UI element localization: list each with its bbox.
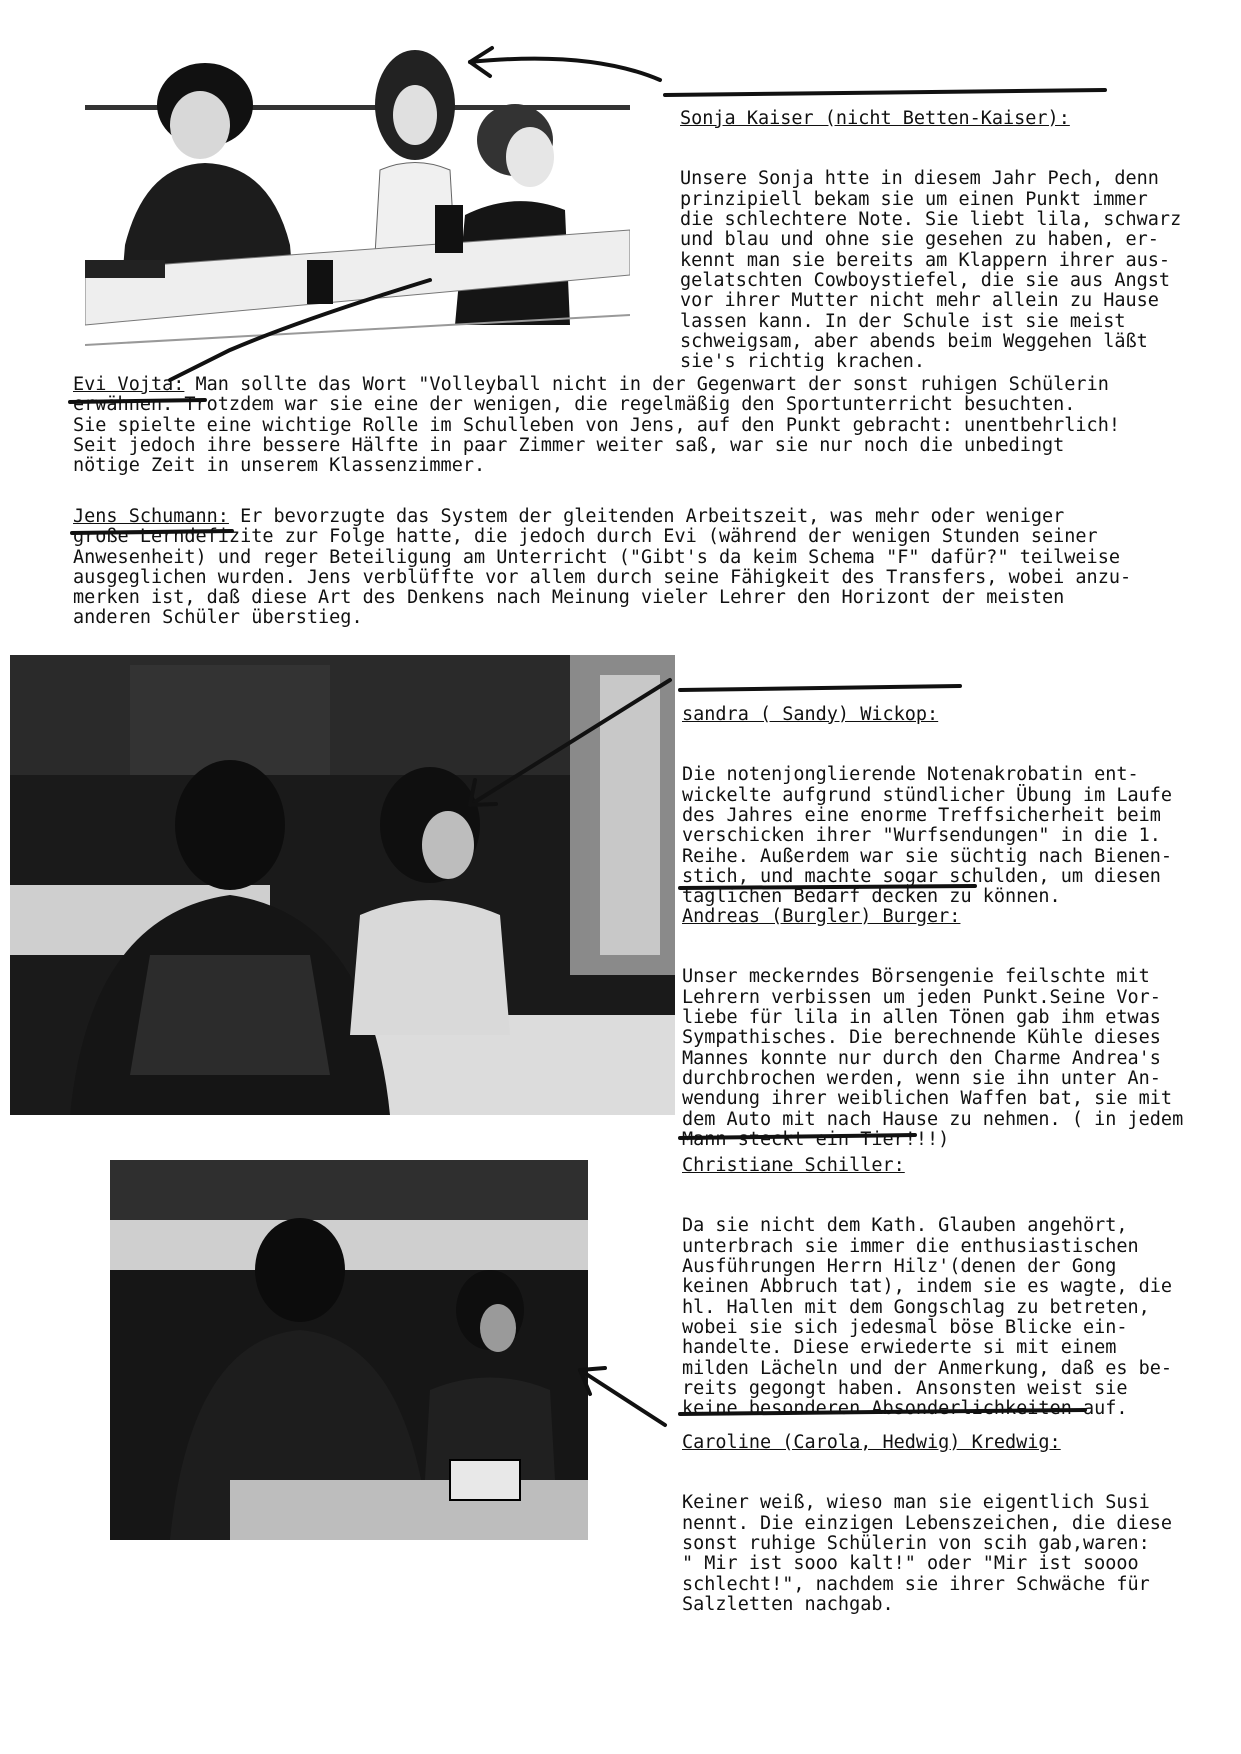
entry-title: Caroline (Carola, Hedwig) Kredwig: bbox=[682, 1431, 1061, 1453]
entry-text: Man sollte das Wort "Volleyball nicht in der Gegenwart der sonst ruhigen Schülerin erwähnen. Trotzdem war sie eine der wenigen, die regelmäßig den Sportunterricht besuchten. Sie spielte eine wichtige Rolle im Schulleben von Jens, auf den Punkt gebracht: unentbehrlich! Seit jedoch ihre bessere Hälfte in paar Zimmer weiter saß, war sie nur noch die unbedingt nötige Zeit in unserem Klassenzimmer. bbox=[73, 374, 1120, 477]
entry-caroline bbox=[682, 1392, 1172, 1636]
entry-title: Sonja Kaiser (nicht Betten-Kaiser): bbox=[680, 107, 1070, 129]
entry-text: Da sie nicht dem Kath. Glauben angehört, unterbrach sie immer die enthusiastischen Ausführungen Herrn Hilz'(denen der Gong keinen Abbruch tat), indem sie es wagte, die hl. Hallen mit dem Gongschlag zu betreten, wobei sie sich jedesmal böse Blicke ein- handelte. Diese erwiederte si mit einem milden Lächeln und der Anmerkung, daß es be- reits gegongt haben. Ansonsten weist sie keine besonderen Absonderlichkeiten auf. bbox=[682, 1215, 1173, 1420]
entry-text: Die notenjonglierende Notenakrobatin ent- wickelte aufgrund stündlicher Übung im Laufe des Jahres eine enorme Treffsicherheit beim verschicken ihrer "Wurfsendungen" in die 1. Reihe. Außerdem war sie süchtig nach Bienen- stich, und machte sogar schulden, um diesen täglichen Bedarf decken zu können. bbox=[682, 764, 1173, 908]
arrow-icon bbox=[470, 680, 670, 805]
entry-sonja bbox=[680, 68, 1181, 393]
arrow-icon bbox=[470, 59, 660, 80]
entry-title: Andreas (Burgler) Burger: bbox=[682, 905, 961, 927]
entry-evi bbox=[73, 375, 1120, 476]
entry-title: Christiane Schiller: bbox=[682, 1154, 905, 1176]
entry-text: Er bevorzugte das System der gleitenden Arbeitszeit, was mehr oder weniger große Lerndefizite zur Folge hatte, die jedoch durch Evi (während der wenigen Stunden seiner Anwesenheit) und reger Beteiligung am Unterricht ("Gibt's da keim Schema "F" dafür?" teilweise ausgeglichen wurden. Jens verblüffte vor allem durch seine Fähigkeit des Transfers, wobei anzu- merken ist, daß diese Art des Denkens nach Meinung vieler Lehrer den Horizont der meisten anderen Schüler überstieg. bbox=[73, 506, 1132, 629]
entry-jens bbox=[73, 507, 1131, 629]
arrow-icon bbox=[580, 1370, 665, 1425]
entry-text: Keiner weiß, wieso man sie eigentlich Susi nennt. Die einzigen Lebenszeichen, die diese sonst ruhige Schülerin von scih gab,waren: " Mir ist sooo kalt!" oder "Mir ist soooo schlecht!", nachdem sie ihrer Schwäche für Salzletten nachgab. bbox=[682, 1492, 1173, 1615]
entry-title: sandra ( Sandy) Wickop: bbox=[682, 703, 939, 725]
entry-title: Jens Schumann: bbox=[73, 506, 229, 527]
entry-title: Evi Vojta: bbox=[73, 374, 185, 395]
entry-text: Unser meckerndes Börsengenie feilschte mit Lehrern verbissen um jeden Punkt.Seine Vor- liebe für lila in allen Tönen gab ihm etwas Sympathisches. Die berechnende Kühle dieses Mannes konnte nur durch den Charme Andrea's durchbrochen werden, wenn sie ihn unter An- wendung ihrer weiblichen Waffen bat, sie mit dem Auto mit nach Hause zu nehmen. ( in jedem Mann steckt ein Tier!!!) bbox=[682, 966, 1184, 1150]
entry-text: Unsere Sonja htte in diesem Jahr Pech, denn prinzipiell bekam sie um einen Punkt immer die schlechtere Note. Sie liebt lila, schwarz und blau und ohne sie gesehen zu haben, er- kennt man sie bereits am Klappern ihrer aus- gelatschten Cowboystiefel, die sie aus Angst vor ihrer Mutter nicht mehr allein zu Hause lassen kann. In der Schule ist sie meist schweigsam, aber abends beim Weggehen läßt sie's richtig krachen. bbox=[680, 168, 1182, 373]
